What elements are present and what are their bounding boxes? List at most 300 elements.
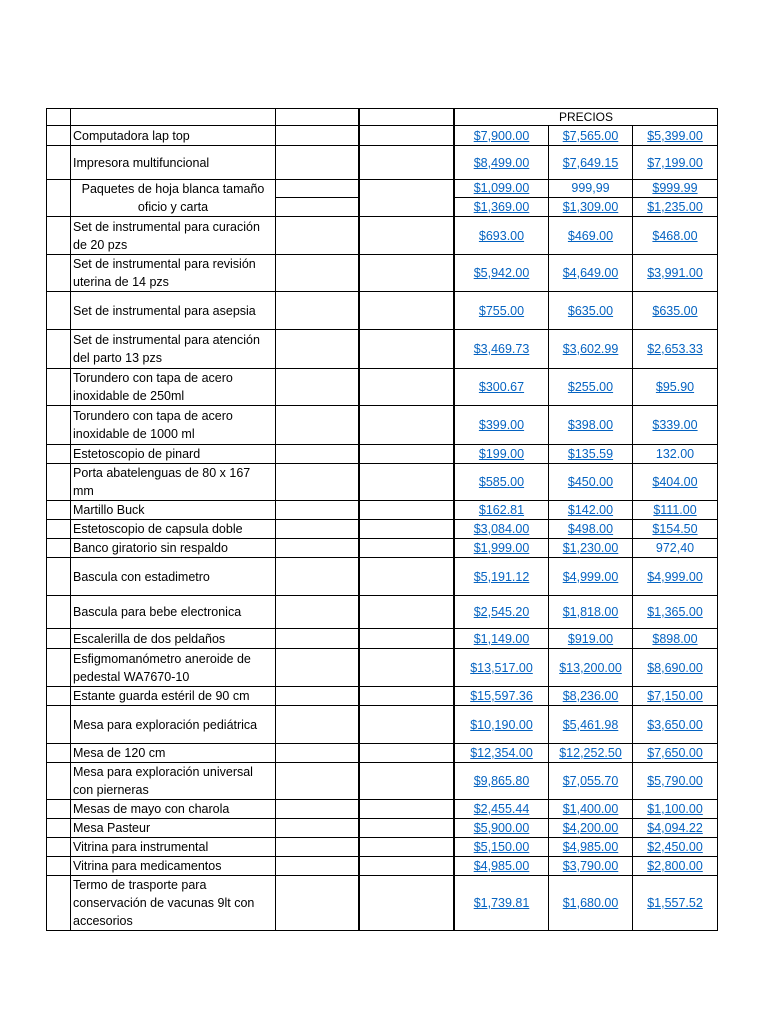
empty-cell[interactable]	[359, 876, 454, 931]
price-link: 972,40	[655, 541, 695, 555]
item-description: Paquetes de hoja blanca tamaño oficio y carta	[81, 182, 265, 214]
price-link[interactable]: $999.99	[652, 181, 698, 196]
row-index-cell[interactable]	[47, 406, 71, 445]
price-link[interactable]: $4,985.00	[562, 840, 619, 854]
price-cell[interactable]	[549, 197, 633, 216]
empty-cell[interactable]	[359, 706, 454, 744]
empty-cell[interactable]	[276, 876, 360, 931]
row-index-cell[interactable]	[47, 539, 71, 558]
item-description: Set de instrumental para curación de 20 pzs	[73, 219, 260, 252]
price-link[interactable]: $498.00	[567, 522, 614, 536]
empty-cell[interactable]	[276, 539, 360, 558]
item-description-cell[interactable]	[71, 255, 276, 292]
price-cell[interactable]	[549, 520, 633, 539]
price-link[interactable]: $8,690.00	[647, 660, 703, 675]
price-link[interactable]: $5,942.00	[473, 266, 530, 280]
price-cell[interactable]	[633, 292, 718, 330]
empty-cell[interactable]	[359, 838, 454, 857]
item-description: Mesa para exploración universal con pierneras	[73, 765, 253, 797]
price-cell[interactable]	[633, 217, 718, 255]
empty-cell[interactable]	[359, 629, 454, 649]
price-link[interactable]: $12,252.50	[559, 746, 622, 760]
price-link[interactable]: $7,199.00	[647, 155, 703, 170]
empty-cell[interactable]	[359, 330, 454, 369]
price-link[interactable]: $154.50	[652, 522, 698, 536]
item-description-cell[interactable]	[71, 369, 276, 406]
empty-cell[interactable]	[359, 687, 454, 706]
row-index-cell[interactable]	[47, 744, 71, 763]
price-cell[interactable]	[633, 126, 718, 146]
price-link[interactable]: $469.00	[567, 228, 614, 243]
price-link[interactable]: $3,650.00	[647, 717, 703, 732]
price-cell[interactable]	[633, 501, 718, 520]
empty-cell[interactable]	[276, 292, 360, 330]
price-link[interactable]: $399.00	[478, 418, 525, 432]
price-cell[interactable]	[454, 857, 549, 876]
empty-cell[interactable]	[276, 744, 360, 763]
price-link[interactable]: $13,517.00	[470, 660, 533, 675]
item-description-cell[interactable]	[71, 558, 276, 596]
row-index-cell[interactable]	[47, 763, 71, 800]
price-cell[interactable]	[549, 501, 633, 520]
price-link[interactable]: $135.59	[567, 447, 614, 461]
empty-cell[interactable]	[359, 763, 454, 800]
price-cell[interactable]	[549, 558, 633, 596]
empty-cell[interactable]	[359, 744, 454, 763]
price-cell[interactable]	[454, 255, 549, 292]
item-description: Vitrina para instrumental	[73, 840, 209, 854]
price-cell[interactable]	[633, 197, 718, 216]
price-cell[interactable]	[549, 292, 633, 330]
price-link[interactable]: $635.00	[567, 303, 614, 318]
price-link[interactable]: $2,653.33	[647, 342, 703, 356]
row-index-cell[interactable]	[47, 706, 71, 744]
row-index-cell[interactable]	[47, 501, 71, 520]
table-row	[47, 217, 718, 255]
item-description: Vitrina para medicamentos	[73, 859, 222, 873]
row-index-cell[interactable]	[47, 520, 71, 539]
price-cell[interactable]	[633, 857, 718, 876]
empty-cell[interactable]	[276, 197, 360, 216]
item-description-cell[interactable]	[71, 687, 276, 706]
empty-cell[interactable]	[359, 146, 454, 180]
price-link[interactable]: $2,800.00	[647, 859, 703, 873]
empty-cell[interactable]	[359, 445, 454, 464]
price-cell[interactable]	[633, 819, 718, 838]
price-cell[interactable]	[633, 744, 718, 763]
empty-cell[interactable]	[276, 800, 360, 819]
price-link[interactable]: $585.00	[478, 475, 525, 489]
price-cell[interactable]	[454, 369, 549, 406]
price-cell[interactable]	[633, 445, 718, 464]
price-cell[interactable]	[454, 126, 549, 146]
price-link[interactable]: $5,191.12	[473, 569, 530, 584]
price-link[interactable]: $4,999.00	[647, 569, 703, 584]
empty-cell[interactable]	[276, 838, 360, 857]
empty-cell[interactable]	[276, 558, 360, 596]
table-row	[47, 838, 718, 857]
row-index-cell[interactable]	[47, 146, 71, 180]
price-link[interactable]: $7,055.70	[562, 774, 619, 788]
price-cell[interactable]	[454, 838, 549, 857]
price-link[interactable]: $919.00	[567, 631, 614, 646]
empty-cell[interactable]	[276, 255, 360, 292]
price-link[interactable]: $4,200.00	[562, 821, 619, 835]
price-cell[interactable]	[454, 501, 549, 520]
row-index-cell[interactable]	[47, 126, 71, 146]
price-link[interactable]: $13,200.00	[559, 660, 622, 675]
item-description: Computadora lap top	[73, 128, 190, 143]
price-cell[interactable]	[549, 838, 633, 857]
empty-cell[interactable]	[359, 292, 454, 330]
item-description-cell[interactable]	[71, 217, 276, 255]
row-index-cell[interactable]	[47, 558, 71, 596]
row-index-cell[interactable]	[47, 445, 71, 464]
price-cell[interactable]	[454, 649, 549, 687]
row-index-cell[interactable]	[47, 876, 71, 931]
price-link[interactable]: $15,597.36	[470, 689, 533, 703]
price-cell[interactable]	[454, 876, 549, 931]
empty-cell[interactable]	[359, 369, 454, 406]
price-link[interactable]: $142.00	[567, 503, 614, 517]
empty-cell[interactable]	[276, 819, 360, 838]
price-cell[interactable]	[633, 800, 718, 819]
empty-cell[interactable]	[276, 330, 360, 369]
item-description-cell[interactable]	[71, 800, 276, 819]
price-link[interactable]: $898.00	[652, 631, 698, 646]
empty-cell[interactable]	[276, 629, 360, 649]
price-link[interactable]: $635.00	[652, 303, 698, 318]
price-cell[interactable]	[549, 126, 633, 146]
price-link[interactable]: $2,545.20	[473, 605, 530, 619]
price-cell[interactable]	[633, 464, 718, 501]
price-link[interactable]: $1,818.00	[562, 605, 619, 619]
price-cell[interactable]	[633, 838, 718, 857]
item-description-cell[interactable]	[71, 744, 276, 763]
price-link[interactable]: $4,999.00	[562, 569, 619, 584]
price-cell[interactable]	[633, 539, 718, 558]
item-description-cell[interactable]	[71, 838, 276, 857]
item-description-cell[interactable]	[71, 629, 276, 649]
empty-header-cell[interactable]	[276, 109, 360, 126]
price-link[interactable]: $1,680.00	[562, 896, 619, 910]
price-cell[interactable]	[454, 800, 549, 819]
price-link[interactable]: $3,790.00	[562, 859, 619, 873]
price-cell[interactable]	[549, 369, 633, 406]
row-index-cell[interactable]	[47, 649, 71, 687]
price-link[interactable]: $12,354.00	[470, 746, 533, 760]
price-link[interactable]: $162.81	[478, 503, 525, 517]
price-cell[interactable]	[549, 819, 633, 838]
empty-cell[interactable]	[276, 596, 360, 629]
price-link[interactable]: $8,499.00	[473, 155, 530, 170]
price-link[interactable]: $5,399.00	[647, 128, 703, 143]
price-link[interactable]: $1,235.00	[647, 199, 703, 214]
price-link[interactable]: $1,999.00	[473, 541, 530, 555]
empty-cell[interactable]	[276, 464, 360, 501]
price-link[interactable]: $3,084.00	[473, 522, 530, 536]
price-link[interactable]: $1,557.52	[647, 896, 703, 910]
empty-cell[interactable]	[276, 687, 360, 706]
price-link[interactable]: $404.00	[652, 475, 698, 489]
item-description-cell[interactable]	[71, 649, 276, 687]
table-row	[47, 706, 718, 744]
price-cell[interactable]	[549, 217, 633, 255]
row-index-cell[interactable]	[47, 857, 71, 876]
item-description: Porta abatelenguas de 80 x 167 mm	[73, 466, 251, 498]
price-link[interactable]: $7,649.15	[562, 155, 619, 170]
empty-cell[interactable]	[276, 180, 360, 198]
price-link[interactable]: $450.00	[567, 475, 614, 489]
description-header-cell[interactable]	[71, 109, 276, 126]
empty-cell[interactable]	[276, 126, 360, 146]
empty-cell[interactable]	[359, 501, 454, 520]
item-description-cell[interactable]	[71, 330, 276, 369]
price-cell[interactable]	[549, 180, 633, 198]
empty-cell[interactable]	[276, 706, 360, 744]
price-link[interactable]: $755.00	[478, 303, 525, 318]
empty-cell[interactable]	[359, 217, 454, 255]
price-cell[interactable]	[549, 406, 633, 445]
price-cell[interactable]	[549, 464, 633, 501]
item-description-cell[interactable]	[71, 445, 276, 464]
item-description: Set de instrumental para revisión uterina de 14 pzs	[73, 257, 256, 289]
price-cell[interactable]	[633, 629, 718, 649]
price-link[interactable]: $5,150.00	[473, 840, 530, 854]
price-link[interactable]: $5,461.98	[562, 717, 619, 732]
price-cell[interactable]	[633, 763, 718, 800]
price-link[interactable]: $3,602.99	[562, 342, 619, 356]
price-link[interactable]: $1,149.00	[473, 631, 530, 646]
price-cell[interactable]	[454, 217, 549, 255]
price-link[interactable]: $1,365.00	[647, 605, 703, 619]
price-link[interactable]: $2,455.44	[473, 802, 530, 816]
table-row	[47, 649, 718, 687]
price-cell[interactable]	[549, 255, 633, 292]
price-cell[interactable]	[633, 876, 718, 931]
item-description: Torundero con tapa de acero inoxidable de 1000 ml	[73, 409, 233, 441]
table-row	[47, 857, 718, 876]
price-link[interactable]: $7,650.00	[647, 746, 703, 760]
table-row	[47, 687, 718, 706]
price-cell[interactable]	[549, 763, 633, 800]
price-cell[interactable]	[549, 800, 633, 819]
row-index-cell[interactable]	[47, 330, 71, 369]
price-link[interactable]: $1,400.00	[562, 802, 619, 816]
price-link[interactable]: $398.00	[567, 418, 614, 432]
price-link[interactable]: $95.90	[655, 380, 695, 394]
price-link[interactable]: $4,985.00	[473, 859, 530, 873]
price-cell[interactable]	[633, 649, 718, 687]
empty-cell[interactable]	[276, 520, 360, 539]
price-link[interactable]: $693.00	[478, 228, 525, 243]
empty-cell[interactable]	[359, 464, 454, 501]
price-cell[interactable]	[454, 687, 549, 706]
item-description-cell[interactable]	[71, 520, 276, 539]
price-cell[interactable]	[454, 406, 549, 445]
row-index-cell[interactable]	[47, 369, 71, 406]
item-description: Mesa para exploración pediátrica	[73, 717, 258, 732]
price-cell[interactable]	[549, 744, 633, 763]
price-cell[interactable]	[549, 687, 633, 706]
prices-header-label: PRECIOS	[558, 110, 613, 124]
price-link[interactable]: $8,236.00	[562, 689, 619, 703]
price-link: 132.00	[655, 447, 695, 461]
empty-cell[interactable]	[276, 406, 360, 445]
empty-cell[interactable]	[359, 857, 454, 876]
price-link[interactable]: $3,991.00	[647, 266, 703, 280]
item-description-cell[interactable]	[71, 763, 276, 800]
row-index-cell[interactable]	[47, 596, 71, 629]
price-cell[interactable]	[633, 255, 718, 292]
price-link[interactable]: $7,900.00	[473, 128, 530, 143]
empty-cell[interactable]	[359, 126, 454, 146]
price-cell[interactable]	[633, 180, 718, 198]
price-cell[interactable]	[633, 558, 718, 596]
empty-cell[interactable]	[276, 146, 360, 180]
price-link[interactable]: $1,230.00	[562, 541, 619, 555]
price-link[interactable]: $1,369.00	[473, 199, 530, 214]
row-index-cell[interactable]	[47, 255, 71, 292]
price-link[interactable]: $255.00	[567, 380, 614, 394]
item-description-cell[interactable]	[71, 706, 276, 744]
price-link[interactable]: $5,790.00	[647, 774, 703, 788]
item-description-cell[interactable]	[71, 146, 276, 180]
price-cell[interactable]	[454, 464, 549, 501]
item-description-cell[interactable]	[71, 876, 276, 931]
empty-cell[interactable]	[359, 800, 454, 819]
price-cell[interactable]	[549, 857, 633, 876]
item-description-cell[interactable]	[71, 819, 276, 838]
price-link[interactable]: $7,150.00	[647, 689, 703, 703]
empty-header-cell[interactable]	[359, 109, 454, 126]
price-link[interactable]: $468.00	[652, 228, 698, 243]
prices-header-cell[interactable]	[454, 109, 718, 126]
price-link[interactable]: $1,099.00	[473, 181, 530, 196]
item-description-cell[interactable]	[71, 501, 276, 520]
empty-cell[interactable]	[359, 520, 454, 539]
price-cell[interactable]	[633, 330, 718, 369]
price-link[interactable]: $1,739.81	[473, 896, 530, 910]
price-link[interactable]: $199.00	[478, 447, 525, 461]
price-cell[interactable]	[549, 146, 633, 180]
price-cell[interactable]	[454, 819, 549, 838]
row-index-cell[interactable]	[47, 109, 71, 126]
price-cell[interactable]	[454, 445, 549, 464]
price-cell[interactable]	[549, 330, 633, 369]
row-index-cell[interactable]	[47, 819, 71, 838]
empty-cell[interactable]	[359, 406, 454, 445]
price-cell[interactable]	[454, 763, 549, 800]
empty-cell[interactable]	[359, 596, 454, 629]
price-cell[interactable]	[454, 180, 549, 198]
item-description-cell[interactable]	[71, 596, 276, 629]
empty-cell[interactable]	[276, 501, 360, 520]
empty-cell[interactable]	[359, 558, 454, 596]
row-index-cell[interactable]	[47, 180, 71, 217]
item-description: Estante guarda estéril de 90 cm	[73, 689, 250, 703]
price-cell[interactable]	[454, 539, 549, 558]
row-index-cell[interactable]	[47, 800, 71, 819]
price-cell[interactable]	[549, 629, 633, 649]
price-link[interactable]: $111.00	[653, 503, 697, 517]
item-description-cell[interactable]	[71, 539, 276, 558]
empty-cell[interactable]	[276, 445, 360, 464]
price-cell[interactable]	[454, 596, 549, 629]
row-index-cell[interactable]	[47, 464, 71, 501]
item-description-cell[interactable]	[71, 406, 276, 445]
price-cell[interactable]	[633, 369, 718, 406]
price-cell[interactable]	[633, 687, 718, 706]
row-index-cell[interactable]	[47, 629, 71, 649]
price-cell[interactable]	[454, 292, 549, 330]
price-link[interactable]: $300.67	[478, 380, 525, 394]
empty-cell[interactable]	[359, 180, 454, 217]
price-cell[interactable]	[454, 706, 549, 744]
empty-cell[interactable]	[276, 217, 360, 255]
price-link[interactable]: $3,469.73	[473, 342, 530, 356]
price-link[interactable]: $4,649.00	[562, 266, 619, 280]
price-link[interactable]: $5,900.00	[473, 821, 530, 835]
price-link[interactable]: $10,190.00	[470, 717, 533, 732]
empty-cell[interactable]	[359, 819, 454, 838]
empty-cell[interactable]	[359, 539, 454, 558]
price-link[interactable]: $7,565.00	[562, 128, 619, 143]
price-link[interactable]: $2,450.00	[647, 840, 703, 854]
price-cell[interactable]	[633, 406, 718, 445]
price-cell[interactable]	[633, 146, 718, 180]
price-link[interactable]: $4,094.22	[647, 821, 703, 835]
empty-cell[interactable]	[276, 649, 360, 687]
item-description-cell[interactable]	[71, 292, 276, 330]
price-cell[interactable]	[549, 649, 633, 687]
empty-cell[interactable]	[359, 649, 454, 687]
price-cell[interactable]	[633, 520, 718, 539]
row-index-cell[interactable]	[47, 838, 71, 857]
price-cell[interactable]	[633, 596, 718, 629]
item-description-cell[interactable]	[71, 180, 276, 217]
price-cell[interactable]	[549, 706, 633, 744]
price-link[interactable]: $9,865.80	[473, 774, 530, 788]
price-link[interactable]: $1,309.00	[562, 199, 619, 214]
item-description-cell[interactable]	[71, 857, 276, 876]
empty-cell[interactable]	[276, 763, 360, 800]
row-index-cell[interactable]	[47, 292, 71, 330]
item-description-cell[interactable]	[71, 464, 276, 501]
empty-cell[interactable]	[276, 369, 360, 406]
item-description-cell[interactable]	[71, 126, 276, 146]
price-cell[interactable]	[454, 744, 549, 763]
price-cell[interactable]	[454, 146, 549, 180]
price-cell[interactable]	[633, 706, 718, 744]
empty-cell[interactable]	[276, 857, 360, 876]
price-cell[interactable]	[454, 520, 549, 539]
row-index-cell[interactable]	[47, 217, 71, 255]
price-cell[interactable]	[454, 629, 549, 649]
price-cell[interactable]	[549, 539, 633, 558]
price-link[interactable]: $339.00	[652, 418, 698, 432]
price-cell[interactable]	[549, 876, 633, 931]
price-cell[interactable]	[549, 445, 633, 464]
price-cell[interactable]	[454, 558, 549, 596]
price-cell[interactable]	[454, 197, 549, 216]
price-cell[interactable]	[549, 596, 633, 629]
price-link[interactable]: $1,100.00	[647, 802, 703, 816]
row-index-cell[interactable]	[47, 687, 71, 706]
price-cell[interactable]	[454, 330, 549, 369]
item-description: Termo de trasporte para conservación de vacunas 9lt con accesorios	[73, 878, 255, 928]
empty-cell[interactable]	[359, 255, 454, 292]
